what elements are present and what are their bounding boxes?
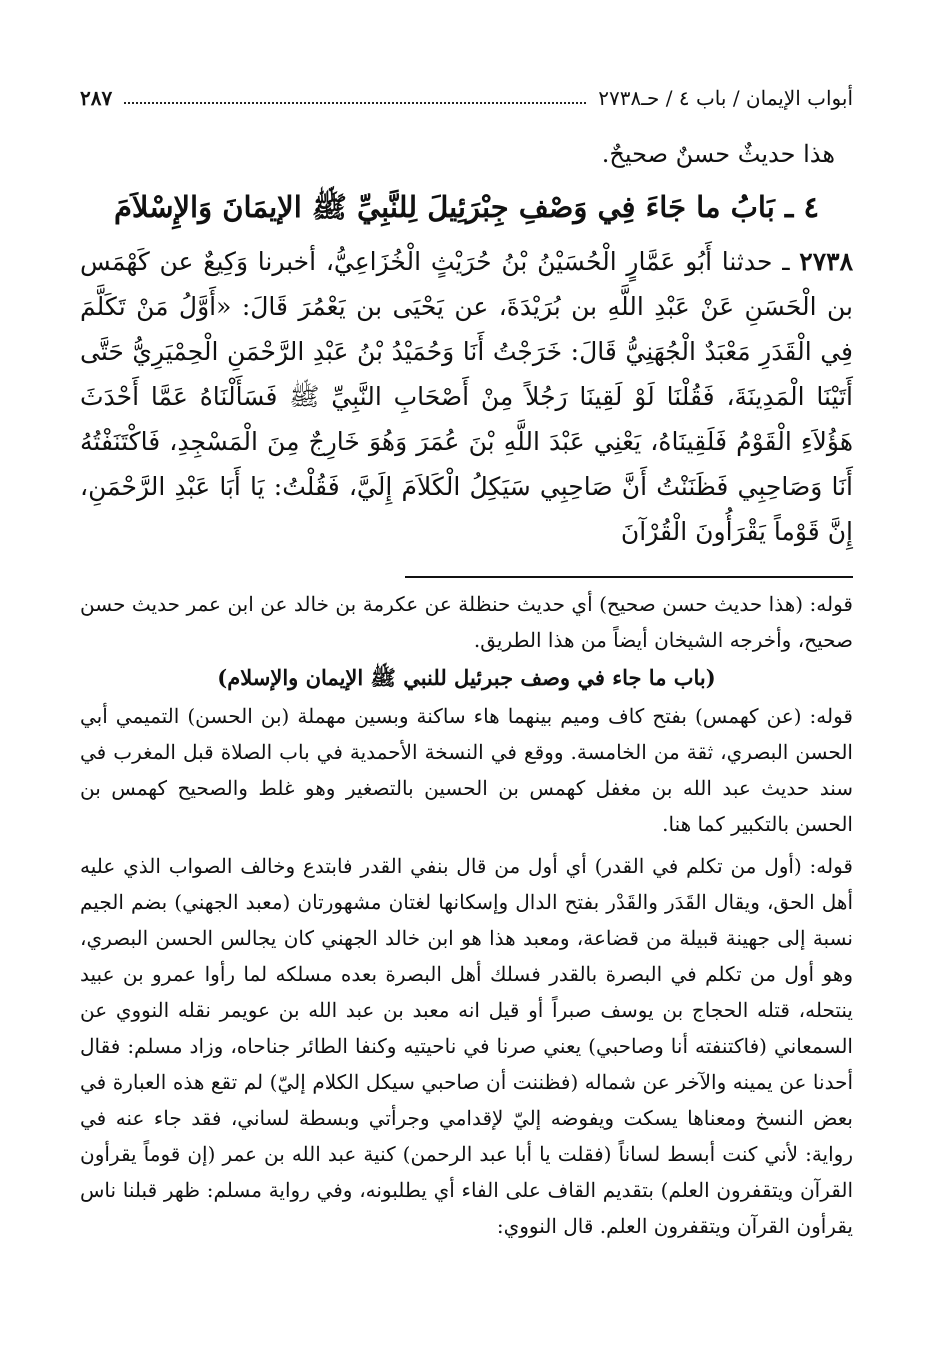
commentary-paragraph-1: قوله: (هذا حديث حسن صحيح) أي حديث حنظلة عن عكرمة بن خالد عن ابن عمر حديث حسن صحيح، وأخرجه الشيخان أيضاً من هذا الطريق. [80, 592, 853, 652]
page-number: ٢٨٧ [80, 86, 113, 110]
commentary-chapter-title: (باب ما جاء في وصف جبرئيل للنبي ﷺ الإيمان والإسلام) [217, 665, 716, 690]
commentary [80, 586, 853, 1244]
commentary-paragraph-3: قوله: (أول من تكلم في القدر) أي أول من قال بنفي القدر فابتدع وخالف الصواب الذي عليه أهل الحق، ويقال القَدَر والقَدْر بفتح الدال وإسكانها لغتان مشهورتان (معبد الجهني) بضم الجيم نسبة إلى جهينة قبيلة من قضاعة، ومعبد هذا هو ابن خالد الجهني كان يجالس الحسن البصري، وهو أول من تكلم في البصرة بالقدر فسلك أهل البصرة بعده مسلكه لما رأوا عمرو بن عبيد ينتحله، قتله الحجاج بن يوسف صبراً أو قيل انه معبد بن عبد الله بن عويمر نقله النووي عن السمعاني (فاكتنفته أنا وصاحبي) يعني صرنا في ناحيتيه وكنفا الطائر جناحاه، وزاد مسلم: فقال أحدنا عن يمينه والآخر عن شماله (فظننت أن صاحبي سيكل الكلام إليّ) لم تقع هذه العبارة في بعض النسخ ومعناها يسكت ويفوضه إليّ لإقدامي وجرأتي وبسطة لساني، فقد جاء عنه في رواية: لأني كنت أبسط لساناً (فقلت يا أبا عبد الرحمن) كنية عبد الله بن عمر (إن قوماً يقرأون القرآن ويتقفرون العلم) بتقديم القاف على الفاء أي يطلبونه، وفي رواية مسلم: ظهر قبلنا ناس يقرأون القرآن ويتقفرون العلم. قال النووي: [80, 854, 854, 1238]
hadith-paragraph [80, 239, 853, 554]
running-header [80, 82, 853, 114]
book-page [80, 82, 853, 1318]
hadith-grade-line: هذا حديثٌ حسنٌ صحيحٌ. [601, 140, 835, 168]
chapter-title: ٤ ـ بَابُ ما جَاءَ فِي وَصْفِ جِبْرَئِيلَ لِلنَّبِيِّ ﷺ الإيمَانَ وَالإِسْلاَمَ [113, 190, 820, 224]
hadith-number: ٢٧٣٨ [799, 247, 853, 276]
main-text [80, 132, 853, 554]
header-title: أبواب الإيمان / باب ٤ / حـ٢٧٣٨ [598, 86, 853, 110]
commentary-paragraph-2: قوله: (عن كهمس) بفتح كاف وميم بينهما هاء ساكنة وبسين مهملة (بن الحسن) التميمي أبي الحسن البصري، ثقة من الخامسة. ووقع في النسخة الأحمدية في باب الصلاة قبل المغرب في سند حديث عبد الله بن مغفل كهمس بن الحسين بالتصغير وهو غلط والصحيح كهمس بن الحسن بالتكبير كما هنا. [80, 704, 853, 836]
header-dot-leader [124, 101, 586, 104]
hadith-text: ـ حدثنا أَبُو عَمَّارٍ الْحُسَيْنُ بْنُ حُرَيْثٍ الْخُزَاعِيُّ، أخبرنا وَكِيعٌ عن كَهْمَس بن الْحَسَنِ عَنْ عَبْدِ اللَّهِ بن بُرَيْدَةَ، عن يَحْيَى بن يَعْمُرَ قَالَ: «أَوَّلُ مَنْ تَكَلَّمَ فِي الْقَدَرِ مَعْبَدٌ الْجُهَنِيُّ قَالَ: خَرَجْتُ أَنَا وَحُمَيْدُ بْنُ عَبْدِ الرَّحْمَنِ الْحِمْيَرِيُّ حَتَّى أَتَيْنَا الْمَدِينَةَ، فَقُلْنَا لَوْ لَقِينَا رَجُلاً مِنْ أَصْحَابِ النَّبِيِّ ﷺ فَسَأَلْنَاهُ عَمَّا أَحْدَثَ هَؤُلاَءِ الْقَوْمُ فَلَقِينَاهُ، يَعْنِي عَبْدَ اللَّهِ بْنَ عُمَرَ وَهُوَ خَارِجٌ مِنَ الْمَسْجِدِ، فَاكْتَنَفْتُهُ أَنَا وَصَاحِبِي فَظَنَنْتُ أَنَّ صَاحِبِي سَيَكِلُ الْكَلاَمَ إِلَيَّ، فَقُلْتُ: يَا أَبَا عَبْدِ الرَّحْمَنِ، إِنَّ قَوْماً يَقْرَأُونَ الْقُرْآنَ [80, 247, 853, 546]
footnote-separator [405, 576, 853, 578]
